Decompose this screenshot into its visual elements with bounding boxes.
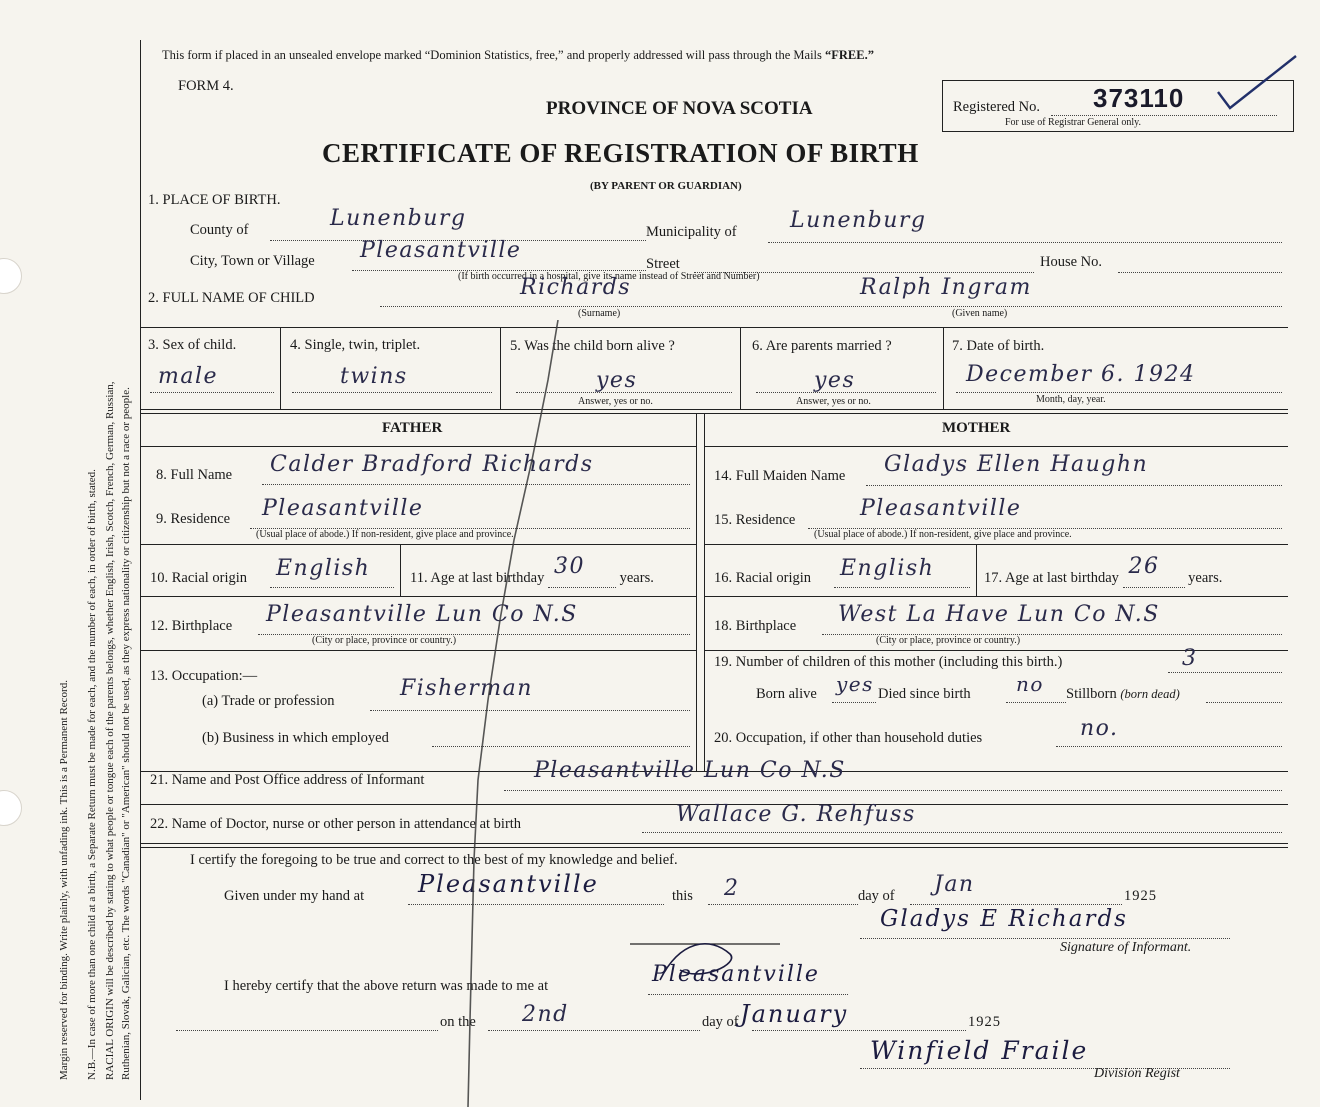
mother-occupation-value: no. <box>1080 716 1119 741</box>
dob-label: 7. Date of birth. <box>952 338 1045 354</box>
registrar-month-value: January <box>740 1000 849 1028</box>
mother-age-value: 26 <box>1128 554 1160 579</box>
father-heading: FATHER <box>382 420 443 436</box>
registrar-note: For use of Registrar General only. <box>1005 117 1141 128</box>
mother-age-label: 17. Age at last birthday 26 years. <box>984 554 1223 586</box>
married-value: yes <box>814 368 856 393</box>
mother-residence-value: Pleasantville <box>860 496 1022 521</box>
given-year-value: 1925 <box>1124 888 1157 904</box>
father-birthplace-note: (City or place, province or country.) <box>312 635 457 646</box>
left-border <box>140 40 141 1100</box>
given-day-value: 2 <box>724 876 740 901</box>
county-value: Lunenburg <box>330 206 467 231</box>
mail-notice: This form if placed in an unsealed envelope marked “Dominion Statistics, free,” and properly addressed will pass through the Mails “FREE.” <box>162 48 874 62</box>
dob-value: December 6. 1924 <box>966 362 1196 387</box>
place-heading: 1. PLACE OF BIRTH. <box>148 192 281 208</box>
mother-residence-label: 15. Residence <box>714 512 796 528</box>
county-label: County of <box>190 222 249 238</box>
sex-value: male <box>158 364 219 389</box>
day-of-label: day of <box>858 888 895 904</box>
mother-name-label: 14. Full Maiden Name <box>714 468 846 484</box>
registrar-year-value: 1925 <box>968 1014 1001 1030</box>
occupation-label: 13. Occupation:— <box>150 668 258 684</box>
mother-race-label: 16. Racial origin <box>714 570 812 586</box>
business-label: (b) Business in which employed <box>202 730 389 746</box>
father-residence-note: (Usual place of abode.) If non-resident, give place and province. <box>256 529 514 540</box>
child-name-label: 2. FULL NAME OF CHILD <box>148 290 315 306</box>
margin-nb-note: N.B.—In case of more than one child at a birth, a Separate Return must be made for each, and the number of each, in order of birth, stated. <box>86 469 98 1080</box>
certify-statement: I certify the foregoing to be true and correct to the best of my knowledge and belief. <box>190 852 678 868</box>
province-title: PROVINCE OF NOVA SCOTIA <box>546 98 813 119</box>
registrar-day-value: 2nd <box>522 1002 569 1027</box>
mother-name-value: Gladys Ellen Haughn <box>884 452 1149 477</box>
registrar-signature: Winfield Fraile <box>870 1036 1089 1065</box>
married-note: Answer, yes or no. <box>796 396 871 407</box>
surname-note: (Surname) <box>578 308 621 319</box>
died-since-birth-label: Died since birth <box>878 686 971 702</box>
punch-hole <box>0 258 22 294</box>
form-number: FORM 4. <box>178 78 234 94</box>
municipality-label: Municipality of <box>646 224 737 240</box>
father-birthplace-label: 12. Birthplace <box>150 618 233 634</box>
dob-note: Month, day, year. <box>1036 394 1106 405</box>
given-name-note: (Given name) <box>952 308 1008 319</box>
registrar-title-label: Division Regist <box>1094 1066 1180 1081</box>
mother-occupation-label: 20. Occupation, if other than household duties <box>714 730 983 746</box>
mother-birthplace-note: (City or place, province or country.) <box>876 635 1021 646</box>
city-label: City, Town or Village <box>190 253 315 269</box>
mother-birthplace-value: West La Have Lun Co N.S <box>838 602 1160 627</box>
registered-number: 373110 <box>1093 83 1185 113</box>
born-alive-count-label: Born alive <box>756 686 817 702</box>
registrar-statement: I hereby certify that the above return was made to me at <box>224 978 549 994</box>
married-label: 6. Are parents married ? <box>752 338 892 354</box>
given-under-label: Given under my hand at <box>224 888 365 904</box>
street-label: Street <box>646 256 680 272</box>
children-count-value: 3 <box>1182 646 1198 671</box>
multiple-birth-label: 4. Single, twin, triplet. <box>290 337 421 353</box>
father-name-value: Calder Bradford Richards <box>270 452 594 477</box>
father-name-label: 8. Full Name <box>156 467 233 483</box>
given-month-value: Jan <box>934 872 975 897</box>
document-subtitle: (BY PARENT OR GUARDIAN) <box>590 180 742 192</box>
father-residence-value: Pleasantville <box>262 496 424 521</box>
this-label: this <box>672 888 693 904</box>
doctor-label: 22. Name of Doctor, nurse or other person in attendance at birth <box>150 816 522 832</box>
registrar-day-of-label: day of <box>702 1014 739 1030</box>
father-age-label: 11. Age at last birthday 30 years. <box>410 554 654 586</box>
doctor-value: Wallace G. Rehfuss <box>676 802 916 827</box>
child-given-name: Ralph Ingram <box>860 275 1032 300</box>
stillborn-label: Stillborn (born dead) <box>1066 686 1180 702</box>
father-race-value: English <box>276 556 371 581</box>
born-alive-label: 5. Was the child born alive ? <box>510 338 675 354</box>
registrar-place-value: Pleasantville <box>652 962 820 987</box>
multiple-birth-value: twins <box>340 364 408 389</box>
born-alive-count-value: yes <box>836 672 874 696</box>
mother-residence-note: (Usual place of abode.) If non-resident, give place and province. <box>814 529 1072 540</box>
house-number-label: House No. <box>1040 254 1103 270</box>
informant-value: Pleasantville Lun Co N.S <box>534 758 846 783</box>
city-value: Pleasantville <box>360 238 522 263</box>
punch-hole <box>0 790 22 826</box>
father-residence-label: 9. Residence <box>156 511 231 527</box>
trade-label: (a) Trade or profession <box>202 693 335 709</box>
sex-label: 3. Sex of child. <box>148 337 237 353</box>
born-alive-note: Answer, yes or no. <box>578 396 653 407</box>
informant-label: 21. Name and Post Office address of Informant <box>150 772 425 788</box>
registered-label: Registered No. <box>953 99 1040 115</box>
informant-signature: Gladys E Richards <box>880 906 1128 932</box>
hospital-note: (If birth occurred in a hospital, give its name instead of Street and Number) <box>458 271 760 282</box>
children-count-label: 19. Number of children of this mother (including this birth.) <box>714 654 1063 670</box>
born-alive-value: yes <box>596 368 638 393</box>
municipality-value: Lunenburg <box>790 208 927 233</box>
margin-racial-note-2: Ruthenian, Slovak, Galician, etc. The words "Canadian" or "American" should not be used, as they express nationality or citizenship but not a race or people. <box>120 387 132 1080</box>
father-birthplace-value: Pleasantville Lun Co N.S <box>266 602 578 627</box>
father-race-label: 10. Racial origin <box>150 570 248 586</box>
paper-crease <box>440 320 580 1107</box>
informant-signature-label: Signature of Informant. <box>1060 940 1192 955</box>
margin-binding-note: Margin reserved for binding. Write plainly, with unfading ink. This is a Permanent Record. <box>58 680 70 1080</box>
margin-racial-note-1: RACIAL ORIGIN will be described by stating to what people or tongue each of the parents belongs, whether English, Irish, Scotch, French, German, Russian, <box>104 381 116 1080</box>
trade-value: Fisherman <box>400 676 533 701</box>
child-surname: Richards <box>520 275 632 300</box>
mother-birthplace-label: 18. Birthplace <box>714 618 797 634</box>
on-the-label: on the <box>440 1014 476 1030</box>
mother-race-value: English <box>840 556 935 581</box>
check-mark-icon <box>1216 52 1300 114</box>
given-place-value: Pleasantville <box>418 870 599 898</box>
document-title: CERTIFICATE OF REGISTRATION OF BIRTH <box>322 138 919 168</box>
died-since-birth-value: no <box>1016 672 1044 696</box>
father-age-value: 30 <box>554 554 585 579</box>
mother-heading: MOTHER <box>942 420 1011 436</box>
